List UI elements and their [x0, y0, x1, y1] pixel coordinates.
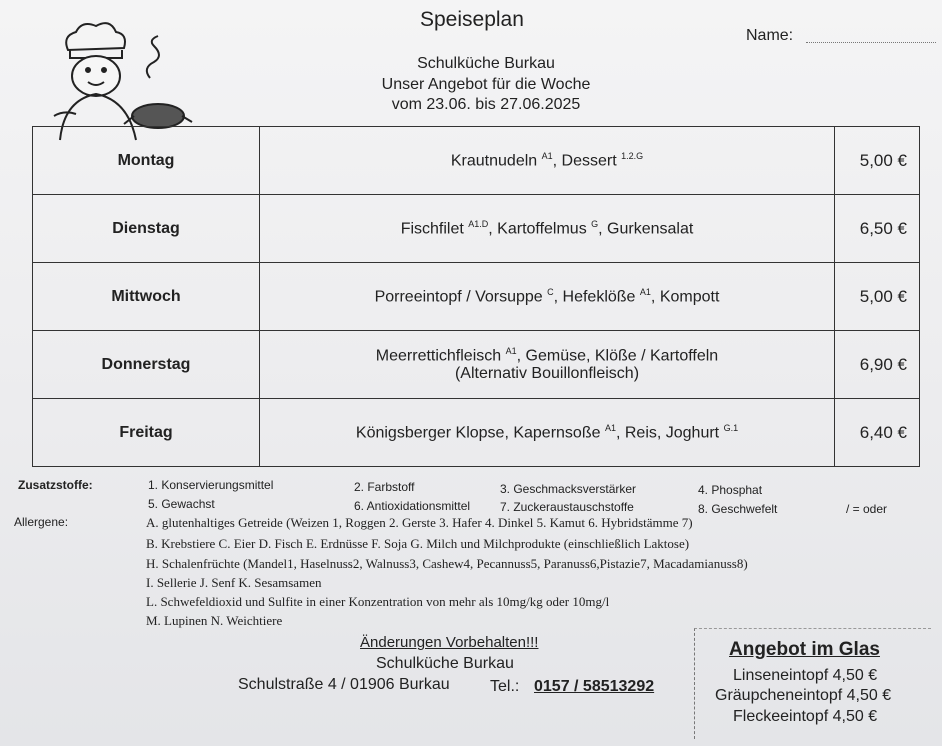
dish-text: , Dessert	[552, 152, 622, 170]
allergene-line: I. Sellerie J. Senf K. Sesamsamen	[146, 575, 322, 590]
menu-day: Freitag	[33, 399, 260, 467]
dish-text: , Kompott	[650, 288, 720, 306]
glas-item: Linseneintopf 4,50 €	[733, 667, 878, 684]
offer-heading: Unser Angebot für die Woche	[381, 76, 591, 93]
name-line	[806, 42, 936, 43]
dish-text: (Alternativ Bouillonfleisch)	[454, 365, 640, 383]
allergen-code: G.1	[723, 422, 739, 433]
zusatz-item: 7. Zuckeraustauschstoffe	[500, 500, 634, 514]
zusatz-item: 3. Geschmacksverstärker	[500, 482, 637, 496]
zusatz-item: 5. Gewachst	[148, 497, 215, 511]
name-label: Name:	[746, 27, 794, 44]
dish-text: , Hefeklöße	[553, 288, 640, 306]
page-title: Speiseplan	[420, 8, 524, 31]
menu-day: Mittwoch	[33, 263, 260, 331]
dish-text: Königsberger Klopse, Kapernsoße	[355, 424, 605, 442]
allergen-code: C	[547, 286, 554, 297]
allergen-code: A1	[604, 422, 616, 433]
allergene-line: B. Krebstiere C. Eier D. Fisch E. Erdnüsse F. Soja G. Milch und Milchprodukte (einschließlich Laktose)	[146, 536, 690, 551]
zusatz-item: 2. Farbstoff	[354, 480, 415, 494]
menu-dish	[260, 127, 835, 195]
tel-label: Tel.:	[490, 678, 520, 695]
dish-text: Meerrettichfleisch	[375, 347, 506, 365]
allergen-code: A1	[541, 150, 553, 161]
zusatz-item: 1. Konservierungsmittel	[148, 478, 274, 492]
allergen-code: G	[591, 218, 599, 229]
dish-text: Fischfilet	[400, 220, 469, 238]
phone-number: 0157 / 58513292	[534, 678, 655, 695]
kitchen-name: Schulküche Burkau	[417, 55, 555, 72]
allergen-code: A1	[639, 286, 651, 297]
menu-row	[33, 195, 920, 263]
dish-text: Porreeintopf / Vorsuppe	[374, 288, 548, 306]
menu-price: 5,00 €	[835, 263, 920, 331]
menu-dish	[260, 399, 835, 467]
dish-text: , Reis, Joghurt	[615, 424, 724, 442]
dish-text: , Gurkensalat	[598, 220, 694, 238]
menu-table	[32, 126, 920, 467]
zusatz-item: 4. Phosphat	[698, 483, 763, 497]
zusatz-label: Zusatzstoffe:	[18, 478, 93, 492]
menu-row	[33, 127, 920, 195]
allergene-line: H. Schalenfrüchte (Mandel1, Haselnuss2, Walnuss3, Cashew4, Pecannuss5, Paranuss6,Pistazie7, Macadamianuss8)	[146, 556, 748, 571]
allergene-line: M. Lupinen N. Weichtiere	[146, 613, 283, 628]
menu-price: 6,90 €	[835, 331, 920, 399]
dish-text: Krautnudeln	[450, 152, 542, 170]
menu-price: 6,50 €	[835, 195, 920, 263]
zusatz-item: 8. Geschwefelt	[698, 502, 778, 516]
menu-price: 6,40 €	[835, 399, 920, 467]
dish-text: , Kartoffelmus	[488, 220, 592, 238]
glas-item: Gräupcheneintopf 4,50 €	[715, 687, 892, 704]
glas-offer-box	[694, 628, 931, 739]
footer-address: Schulstraße 4 / 01906 Burkau	[238, 676, 450, 693]
allergene-label: Allergene:	[14, 515, 69, 529]
menu-price: 5,00 €	[835, 127, 920, 195]
glas-item: Fleckeeintopf 4,50 €	[733, 708, 878, 725]
changes-note: Änderungen Vorbehalten!!!	[360, 634, 539, 651]
zusatz-item: 6. Antioxidationsmittel	[354, 499, 471, 513]
allergen-code: A1	[505, 345, 517, 356]
menu-day: Donnerstag	[33, 331, 260, 399]
menu-row	[33, 331, 920, 399]
glas-title: Angebot im Glas	[729, 639, 880, 660]
zusatz-oder: / = oder	[846, 502, 888, 516]
allergen-code: 1.2.G	[621, 150, 644, 161]
menu-row	[33, 263, 920, 331]
allergen-code: A1.D	[468, 218, 489, 229]
menu-row	[33, 399, 920, 467]
menu-day: Montag	[33, 127, 260, 195]
date-range: vom 23.06. bis 27.06.2025	[391, 96, 581, 113]
footer-kitchen: Schulküche Burkau	[376, 655, 514, 672]
menu-dish	[260, 263, 835, 331]
allergene-line: A. glutenhaltiges Getreide (Weizen 1, Roggen 2. Gerste 3. Hafer 4. Dinkel 5. Kamut 6. Hybridstämme 7)	[146, 515, 693, 530]
dish-text: , Gemüse, Klöße / Kartoffeln	[516, 347, 719, 365]
menu-day: Dienstag	[33, 195, 260, 263]
allergene-line: L. Schwefeldioxid und Sulfite in einer Konzentration von mehr als 10mg/kg oder 10mg/l	[146, 594, 610, 609]
menu-dish	[260, 195, 835, 263]
menu-dish	[260, 331, 835, 399]
